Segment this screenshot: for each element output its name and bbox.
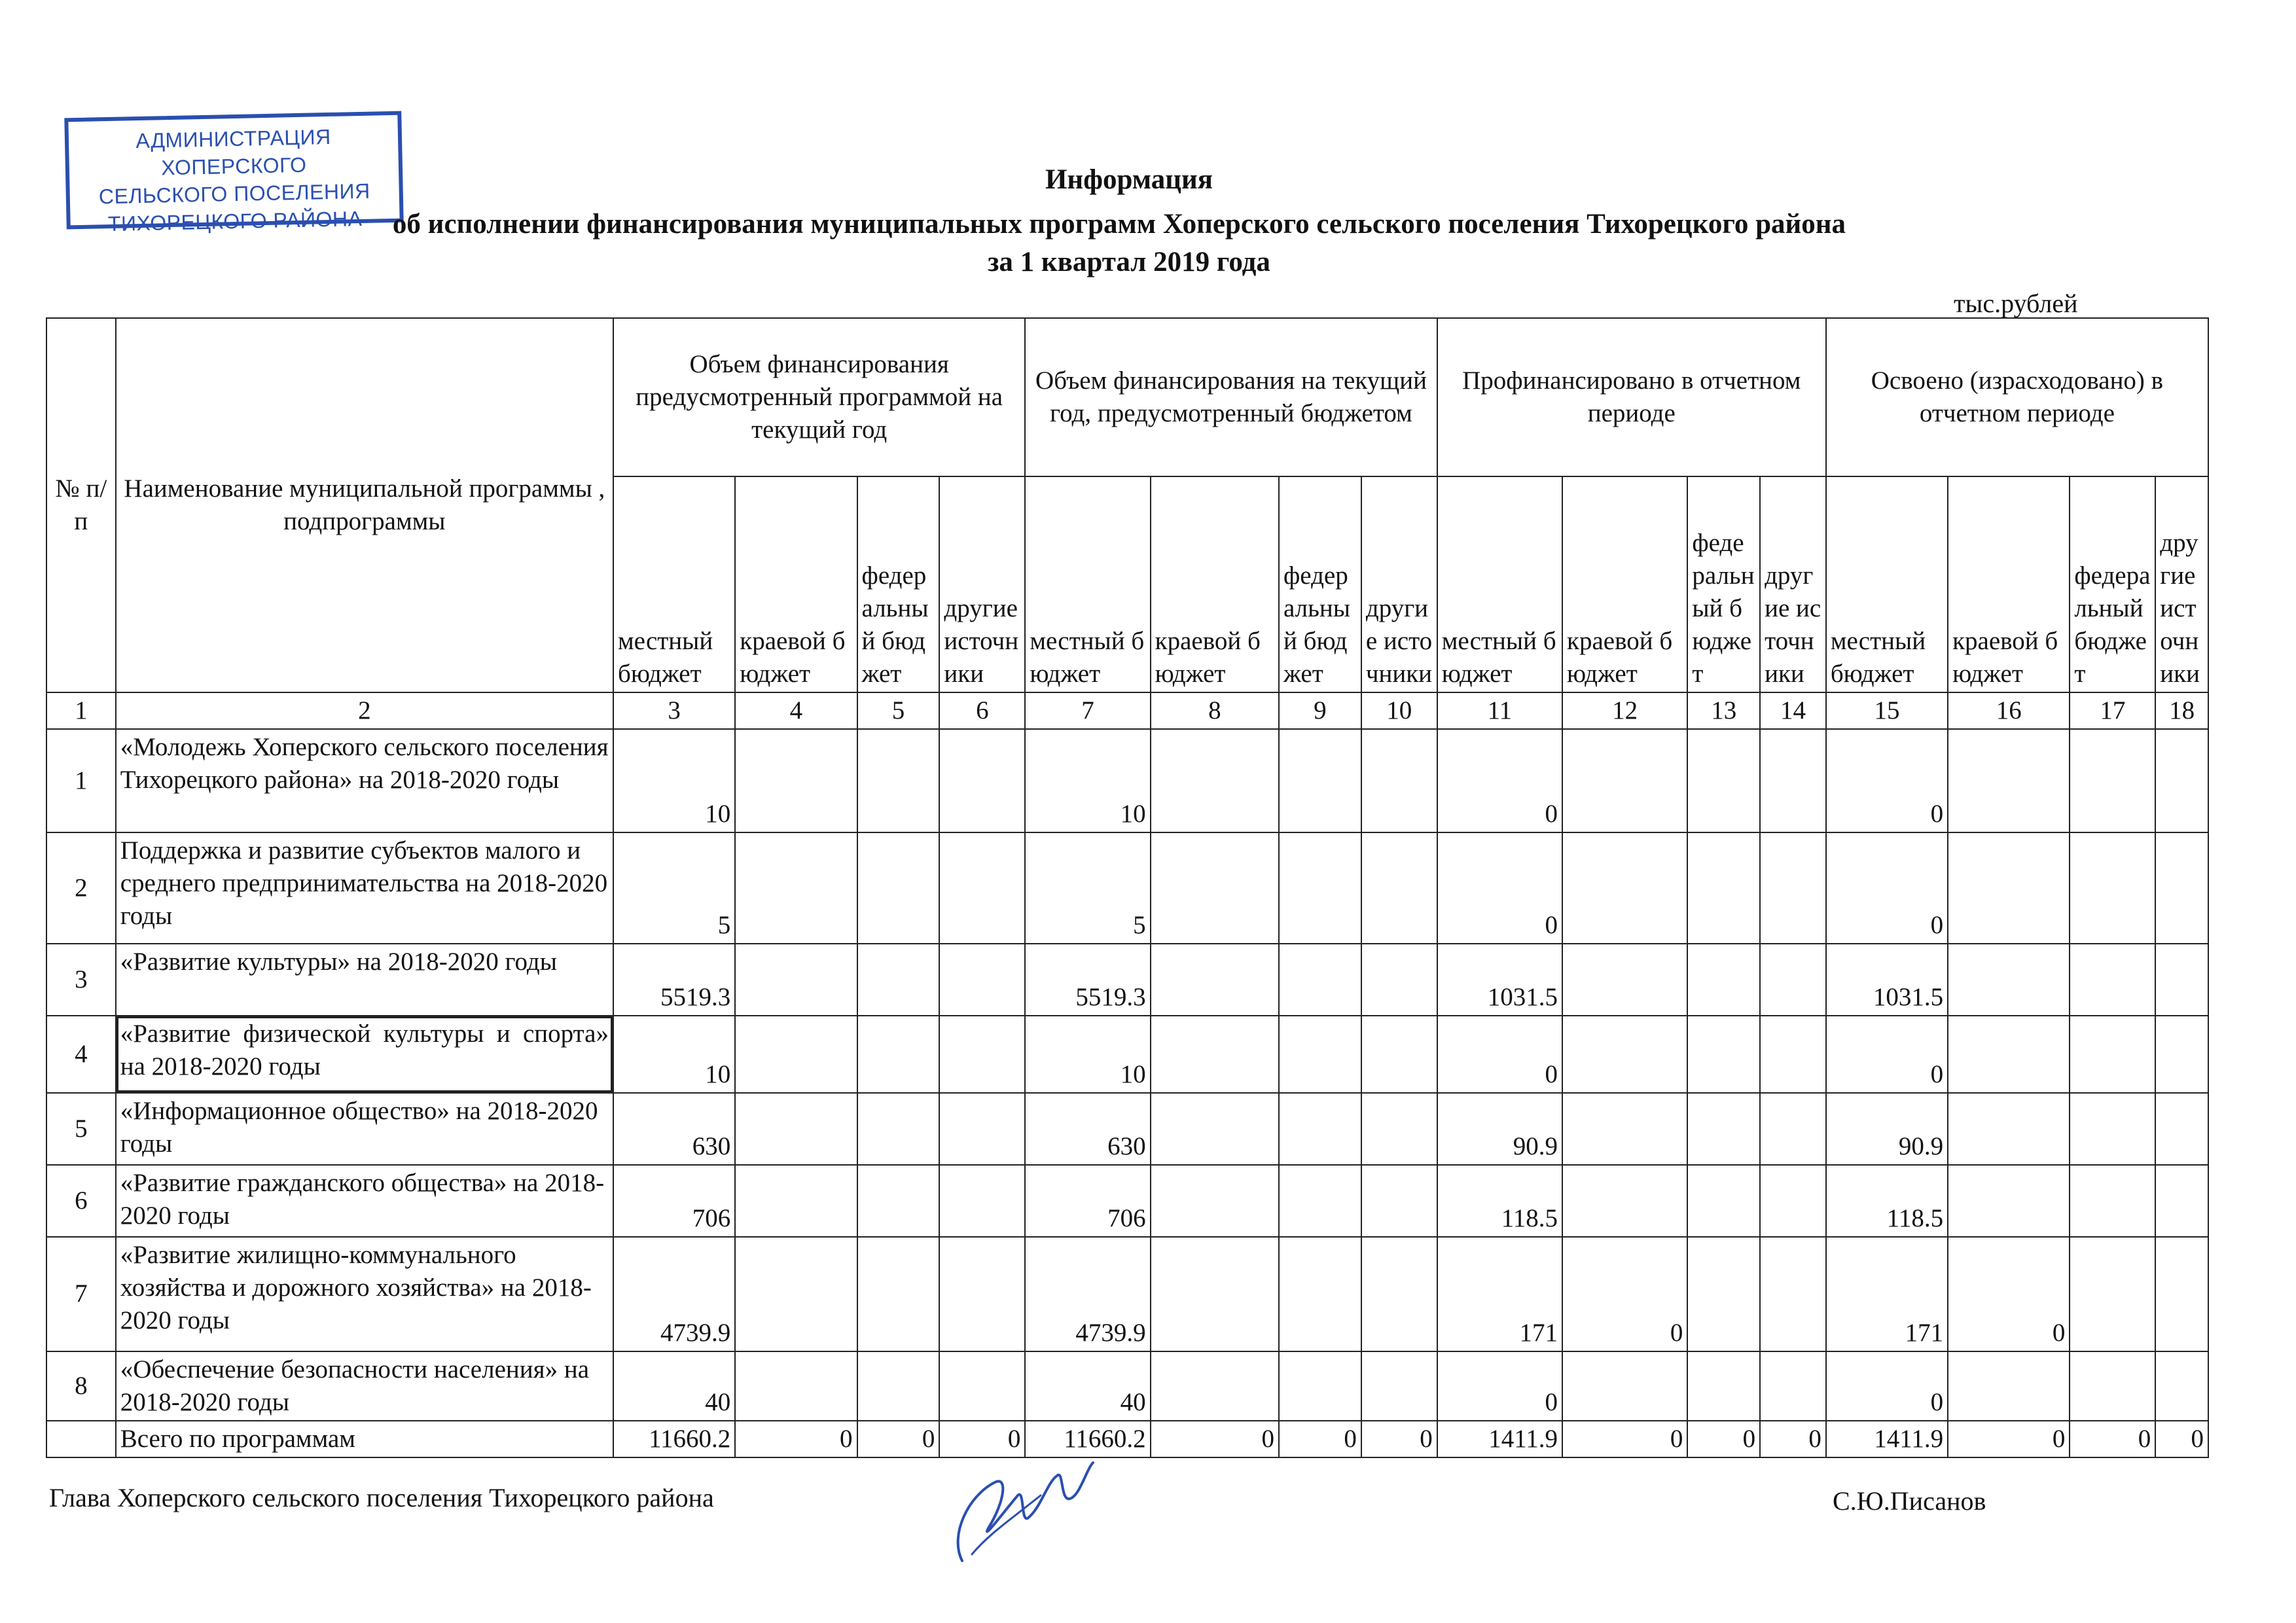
- value-cell: [735, 832, 857, 944]
- column-number: 15: [1826, 692, 1948, 729]
- value-cell: [1760, 729, 1826, 832]
- total-row: [46, 1421, 2208, 1457]
- table-body: [46, 729, 2208, 1421]
- value-cell: [2155, 1093, 2208, 1165]
- value-cell: [2070, 832, 2155, 944]
- value-cell: [2155, 1351, 2208, 1421]
- total-label: Всего по программам: [116, 1421, 613, 1457]
- value-cell: [1279, 832, 1361, 944]
- value-cell: [857, 832, 940, 944]
- value-cell: 10: [1025, 1016, 1150, 1093]
- subcol-header: местный бюджет: [1826, 476, 1948, 692]
- value-cell: 0: [1437, 832, 1562, 944]
- value-cell: [1948, 832, 2070, 944]
- value-cell: 10: [1025, 729, 1150, 832]
- value-cell: [1361, 1351, 1437, 1421]
- units-label: тыс.рублей: [1954, 289, 2078, 318]
- value-cell: [2155, 1165, 2208, 1237]
- total-cell: 0: [857, 1421, 940, 1457]
- value-cell: [2155, 729, 2208, 832]
- value-cell: [1361, 1165, 1437, 1237]
- group-header-spent: Освоено (израсходовано) в отчетном периоде: [1826, 318, 2208, 476]
- total-cell: 1411.9: [1437, 1421, 1562, 1457]
- subcol-header: федеральный бюджет: [1687, 476, 1760, 692]
- column-number: 5: [857, 692, 940, 729]
- value-cell: [1562, 729, 1687, 832]
- total-cell: 0: [2070, 1421, 2155, 1457]
- value-cell: [1948, 729, 2070, 832]
- value-cell: [1279, 729, 1361, 832]
- value-cell: 5: [1025, 832, 1150, 944]
- value-cell: [2070, 944, 2155, 1016]
- total-cell: 0: [1151, 1421, 1279, 1457]
- value-cell: [735, 1093, 857, 1165]
- column-number: 17: [2070, 692, 2155, 729]
- value-cell: [1687, 1016, 1760, 1093]
- value-cell: 0: [1562, 1237, 1687, 1351]
- value-cell: 5519.3: [1025, 944, 1150, 1016]
- column-number: 2: [116, 692, 613, 729]
- value-cell: [857, 1093, 940, 1165]
- row-number: 7: [46, 1237, 116, 1351]
- program-name: «Развитие жилищно-коммунального хозяйства и дорожного хозяйства» на 2018-2020 годы: [116, 1237, 613, 1351]
- total-cell: 0: [1948, 1421, 2070, 1457]
- subcol-header: другие источники: [2155, 476, 2208, 692]
- total-empty-cell: [46, 1421, 116, 1457]
- value-cell: [2155, 1237, 2208, 1351]
- value-cell: [1361, 1093, 1437, 1165]
- row-number: 3: [46, 944, 116, 1016]
- subcol-header: местный бюджет: [1025, 476, 1150, 692]
- subcol-header: федеральный бюджет: [2070, 476, 2155, 692]
- program-name: «Развитие физической культуры и спорта» на 2018-2020 годы: [116, 1016, 613, 1093]
- document-title: Информация: [1045, 164, 1213, 195]
- total-cell: 0: [1687, 1421, 1760, 1457]
- value-cell: 0: [1826, 729, 1948, 832]
- subcol-header: федеральный бюджет: [857, 476, 940, 692]
- total-cell: 0: [1760, 1421, 1826, 1457]
- value-cell: 118.5: [1826, 1165, 1948, 1237]
- column-number: 13: [1687, 692, 1760, 729]
- value-cell: 10: [613, 1016, 735, 1093]
- total-cell: 0: [1562, 1421, 1687, 1457]
- value-cell: [1948, 1016, 2070, 1093]
- value-cell: [1760, 832, 1826, 944]
- total-cell: 0: [2155, 1421, 2208, 1457]
- row-number: 2: [46, 832, 116, 944]
- table-row: [46, 1165, 2208, 1237]
- column-number-row: [46, 692, 2208, 729]
- value-cell: [1948, 944, 2070, 1016]
- row-number: 6: [46, 1165, 116, 1237]
- value-cell: [1760, 1093, 1826, 1165]
- row-number: 4: [46, 1016, 116, 1093]
- value-cell: [2155, 1016, 2208, 1093]
- value-cell: [857, 944, 940, 1016]
- signatory-position: Глава Хоперского сельского поселения Тихорецкого района: [49, 1483, 714, 1512]
- value-cell: 171: [1437, 1237, 1562, 1351]
- subcol-header: краевой бюджет: [1948, 476, 2070, 692]
- value-cell: [1151, 832, 1279, 944]
- value-cell: [1562, 832, 1687, 944]
- value-cell: [1760, 1016, 1826, 1093]
- value-cell: [939, 1351, 1025, 1421]
- value-cell: [1760, 1165, 1826, 1237]
- program-name: «Информационное общество» на 2018-2020 годы: [116, 1093, 613, 1165]
- value-cell: 706: [1025, 1165, 1150, 1237]
- table-row: [46, 729, 2208, 832]
- table-row: [46, 1351, 2208, 1421]
- column-number: 3: [613, 692, 735, 729]
- value-cell: 0: [1826, 832, 1948, 944]
- column-number: 11: [1437, 692, 1562, 729]
- value-cell: [1279, 1093, 1361, 1165]
- value-cell: 706: [613, 1165, 735, 1237]
- program-name: Поддержка и развитие субъектов малого и среднего предпринимательства на 2018-2020 годы: [116, 832, 613, 944]
- value-cell: [939, 1093, 1025, 1165]
- value-cell: [1687, 944, 1760, 1016]
- total-cell: 1411.9: [1826, 1421, 1948, 1457]
- value-cell: [1151, 1351, 1279, 1421]
- value-cell: [857, 1165, 940, 1237]
- value-cell: [1279, 944, 1361, 1016]
- value-cell: [2070, 1351, 2155, 1421]
- value-cell: [1361, 1016, 1437, 1093]
- row-number: 5: [46, 1093, 116, 1165]
- value-cell: [1361, 944, 1437, 1016]
- value-cell: [1279, 1237, 1361, 1351]
- value-cell: [1151, 944, 1279, 1016]
- stamp-line: ТИХОРЕЦКОГО РАЙОНА: [107, 206, 363, 236]
- value-cell: [735, 1351, 857, 1421]
- value-cell: 5519.3: [613, 944, 735, 1016]
- group-header-budget: Объем финансирования на текущий год, предусмотренный бюджетом: [1025, 318, 1437, 476]
- program-name: «Обеспечение безопасности населения» на 2018-2020 годы: [116, 1351, 613, 1421]
- value-cell: [1687, 1093, 1760, 1165]
- column-number: 10: [1361, 692, 1437, 729]
- table-row: [46, 1237, 2208, 1351]
- value-cell: [2070, 1093, 2155, 1165]
- column-number: 8: [1151, 692, 1279, 729]
- value-cell: 0: [1437, 1016, 1562, 1093]
- value-cell: 630: [1025, 1093, 1150, 1165]
- table-row: [46, 944, 2208, 1016]
- value-cell: [2070, 1016, 2155, 1093]
- value-cell: [1361, 1237, 1437, 1351]
- value-cell: 1031.5: [1437, 944, 1562, 1016]
- value-cell: [1562, 1016, 1687, 1093]
- value-cell: [2070, 729, 2155, 832]
- value-cell: [1687, 1351, 1760, 1421]
- subcol-header: местный бюджет: [613, 476, 735, 692]
- value-cell: [1151, 1016, 1279, 1093]
- value-cell: [735, 944, 857, 1016]
- value-cell: 40: [1025, 1351, 1150, 1421]
- column-number: 9: [1279, 692, 1361, 729]
- value-cell: [1562, 1165, 1687, 1237]
- value-cell: [1948, 1093, 2070, 1165]
- table-row: [46, 1016, 2208, 1093]
- value-cell: [2155, 944, 2208, 1016]
- value-cell: [735, 1237, 857, 1351]
- value-cell: 4739.9: [1025, 1237, 1150, 1351]
- subcol-header: местный бюджет: [1437, 476, 1562, 692]
- value-cell: [1687, 1165, 1760, 1237]
- value-cell: [1151, 1165, 1279, 1237]
- value-cell: 90.9: [1437, 1093, 1562, 1165]
- document-subtitle: об исполнении финансирования муниципальных программ Хоперского сельского поселения Тихорецкого района: [392, 209, 1846, 240]
- value-cell: 40: [613, 1351, 735, 1421]
- value-cell: [1562, 1093, 1687, 1165]
- subcol-header: другие источники: [939, 476, 1025, 692]
- value-cell: [857, 1237, 940, 1351]
- table-row: [46, 1093, 2208, 1165]
- value-cell: 630: [613, 1093, 735, 1165]
- program-name: «Развитие гражданского общества» на 2018-2020 годы: [116, 1165, 613, 1237]
- value-cell: [1687, 832, 1760, 944]
- subcol-header: краевой бюджет: [1562, 476, 1687, 692]
- value-cell: [1948, 1351, 2070, 1421]
- value-cell: [1151, 1093, 1279, 1165]
- table-row: [46, 832, 2208, 944]
- subcol-header: другие источники: [1760, 476, 1826, 692]
- col-header-name: Наименование муниципальной программы , подпрограммы: [116, 318, 613, 692]
- value-cell: 0: [1437, 729, 1562, 832]
- handwritten-signature: [942, 1456, 1100, 1574]
- value-cell: [1361, 729, 1437, 832]
- value-cell: [1760, 1237, 1826, 1351]
- value-cell: [939, 1165, 1025, 1237]
- value-cell: [2155, 832, 2208, 944]
- value-cell: [1562, 1351, 1687, 1421]
- value-cell: [939, 832, 1025, 944]
- subcol-header: краевой бюджет: [735, 476, 857, 692]
- value-cell: [1687, 729, 1760, 832]
- subcol-header: федеральный бюджет: [1279, 476, 1361, 692]
- document-period: за 1 квартал 2019 года: [988, 247, 1270, 277]
- stamp-line: СЕЛЬСКОГО ПОСЕЛЕНИЯ: [98, 179, 370, 209]
- value-cell: [857, 729, 940, 832]
- value-cell: 0: [1826, 1016, 1948, 1093]
- value-cell: [939, 944, 1025, 1016]
- column-number: 14: [1760, 692, 1826, 729]
- financing-table: [46, 317, 2209, 1458]
- group-header-financed: Профинансировано в отчетном периоде: [1437, 318, 1826, 476]
- value-cell: 90.9: [1826, 1093, 1948, 1165]
- row-number: 8: [46, 1351, 116, 1421]
- value-cell: 1031.5: [1826, 944, 1948, 1016]
- subcol-header: краевой бюджет: [1151, 476, 1279, 692]
- total-cell: 0: [939, 1421, 1025, 1457]
- group-header-program: Объем финансирования предусмотренный программой на текущий год: [613, 318, 1025, 476]
- value-cell: [939, 729, 1025, 832]
- value-cell: [1760, 1351, 1826, 1421]
- value-cell: [1151, 1237, 1279, 1351]
- col-header-number: № п/п: [46, 318, 116, 692]
- value-cell: 0: [1826, 1351, 1948, 1421]
- value-cell: 118.5: [1437, 1165, 1562, 1237]
- column-number: 6: [939, 692, 1025, 729]
- value-cell: [2070, 1165, 2155, 1237]
- column-number: 18: [2155, 692, 2208, 729]
- value-cell: 0: [1437, 1351, 1562, 1421]
- program-name: «Молодежь Хоперского сельского поселения Тихорецкого района» на 2018-2020 годы: [116, 729, 613, 832]
- value-cell: 5: [613, 832, 735, 944]
- row-number: 1: [46, 729, 116, 832]
- column-number: 12: [1562, 692, 1687, 729]
- subcol-header: другие источники: [1361, 476, 1437, 692]
- value-cell: [1279, 1016, 1361, 1093]
- column-number: 7: [1025, 692, 1150, 729]
- column-number: 4: [735, 692, 857, 729]
- value-cell: [1279, 1351, 1361, 1421]
- total-cell: 0: [1361, 1421, 1437, 1457]
- value-cell: [939, 1016, 1025, 1093]
- group-header-row: [46, 318, 2208, 476]
- signatory-name: С.Ю.Писанов: [1833, 1486, 1986, 1516]
- value-cell: [735, 729, 857, 832]
- value-cell: [1760, 944, 1826, 1016]
- value-cell: [1948, 1165, 2070, 1237]
- total-cell: 0: [735, 1421, 857, 1457]
- total-cell: 0: [1279, 1421, 1361, 1457]
- value-cell: [1562, 944, 1687, 1016]
- value-cell: [735, 1165, 857, 1237]
- stamp-line: АДМИНИСТРАЦИЯ ХОПЕРСКОГО: [135, 124, 331, 180]
- value-cell: 4739.9: [613, 1237, 735, 1351]
- value-cell: [1361, 832, 1437, 944]
- value-cell: [1279, 1165, 1361, 1237]
- value-cell: [857, 1016, 940, 1093]
- value-cell: [1687, 1237, 1760, 1351]
- value-cell: 10: [613, 729, 735, 832]
- program-name: «Развитие культуры» на 2018-2020 годы: [116, 944, 613, 1016]
- value-cell: [1151, 729, 1279, 832]
- value-cell: 171: [1826, 1237, 1948, 1351]
- value-cell: [735, 1016, 857, 1093]
- value-cell: [2070, 1237, 2155, 1351]
- total-cell: 11660.2: [1025, 1421, 1150, 1457]
- value-cell: [857, 1351, 940, 1421]
- column-number: 1: [46, 692, 116, 729]
- value-cell: [939, 1237, 1025, 1351]
- total-cell: 11660.2: [613, 1421, 735, 1457]
- value-cell: 0: [1948, 1237, 2070, 1351]
- column-number: 16: [1948, 692, 2070, 729]
